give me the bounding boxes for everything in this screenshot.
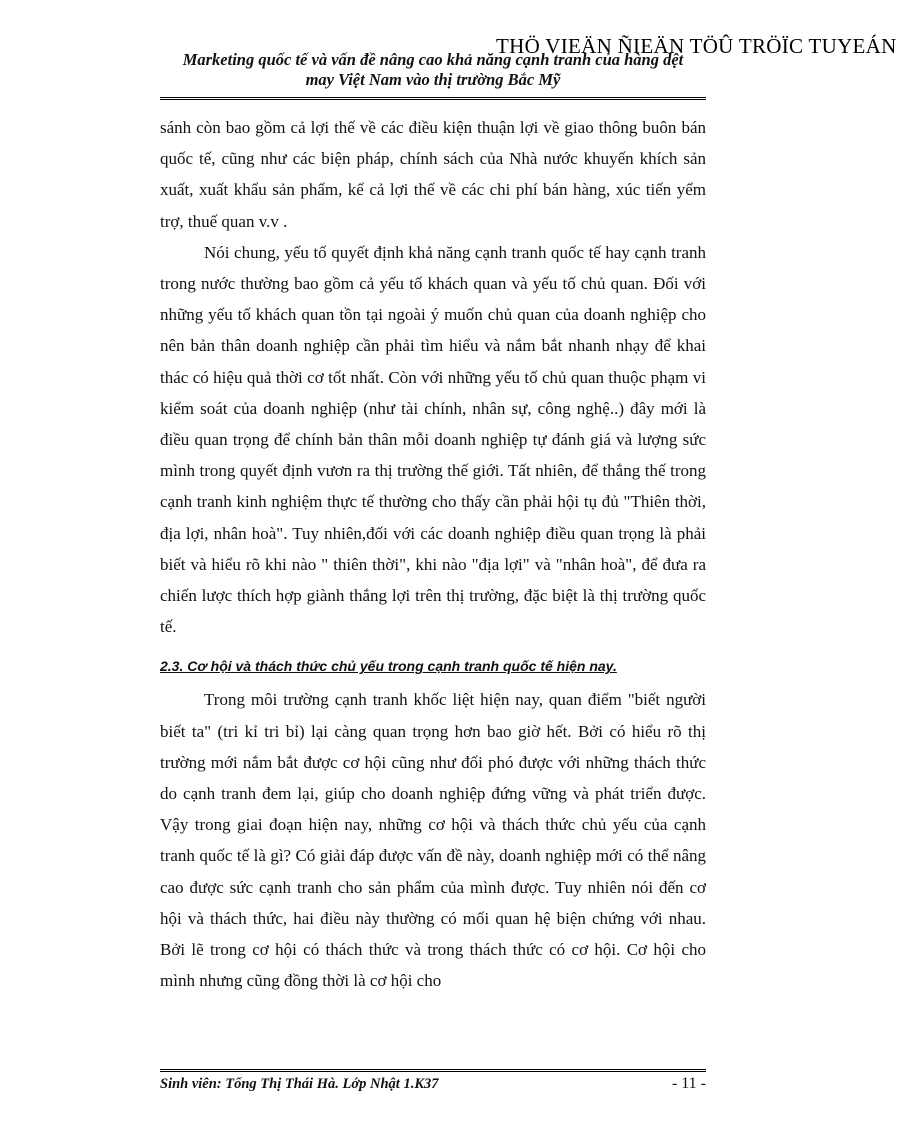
section-heading: 2.3. Cơ hội và thách thức chủ yếu trong cạnh tranh quốc tế hiện nay. [160, 658, 617, 675]
header-divider [160, 97, 706, 100]
footer-author: Sinh viên: Tống Thị Thái Hà. Lớp Nhật 1.K37 [160, 1076, 439, 1092]
page-header [160, 50, 706, 90]
paragraph-3: Trong môi trường cạnh tranh khốc liệt hiện nay, quan điểm "biết người biết ta" (tri kỉ tri bỉ) lại càng quan trọng hơn bao giờ hết. Bởi có hiểu rõ thị trường mới nắm bắt được cơ hội cũng như đối phó được với những thách thức do cạnh tranh đem lại, giúp cho doanh nghiệp đứng vững và phát triển được. Vậy trong giai đoạn hiện nay, những cơ hội và thách thức chủ yếu của cạnh tranh quốc tế là gì? Có giải đáp được vấn đề này, doanh nghiệp mới có thể nâng cao được sức cạnh tranh cho sản phẩm của mình được. Tuy nhiên nói đến cơ hội và thách thức, hai điều này thường có mối quan hệ biện chứng với nhau. Bởi lẽ trong cơ hội có thách thức và trong thách thức có cơ hội. Cơ hội cho mình nhưng cũng đồng thời là cơ hội cho [160, 690, 706, 991]
document-body [160, 112, 706, 996]
footer-divider [160, 1069, 706, 1072]
page-footer [160, 1075, 706, 1093]
watermark: THÖ VIEÄN ÑIEÄN TÖÛ TRÖÏC TUYEÁN [496, 34, 897, 58]
page-number: - 11 - [671, 1075, 706, 1092]
header-title-line2: may Việt Nam vào thị trường Bắc Mỹ [305, 70, 561, 89]
paragraph-1: sánh còn bao gồm cả lợi thế về các điều kiện thuận lợi về giao thông buôn bán quốc tế, cũng như các biện pháp, chính sách của Nhà nước khuyến khích sản xuất, xuất khẩu sản phẩm, kể cả lợi thế về các chi phí bán hàng, xúc tiến yểm trợ, thuế quan v.v . [160, 118, 706, 231]
paragraph-2: Nói chung, yếu tố quyết định khả năng cạnh tranh quốc tế hay cạnh tranh trong nước thường bao gồm cả yếu tố khách quan và yếu tố chủ quan. Đối với những yếu tố khách quan tồn tại ngoài ý muốn chủ quan của doanh nghiệp cho nên bản thân doanh nghiệp cần phải tìm hiểu và nắm bắt nhanh nhạy để khai thác có hiệu quả thời cơ tốt nhất. Còn với những yếu tố chủ quan thuộc phạm vi kiểm soát của doanh nghiệp (như tài chính, nhân sự, công nghệ..) đây mới là điều quan trọng để chính bản thân mỗi doanh nghiệp tự đánh giá và lượng sức mình trong quyết định vươn ra thị trường thế giới. Tất nhiên, để thắng thế trong cạnh tranh kinh nghiệm thực tế thường cho thấy cần phải hội tụ đủ "Thiên thời, địa lợi, nhân hoà". Tuy nhiên,đối với các doanh nghiệp điều quan trọng là phải biết và hiểu rõ khi nào " thiên thời", khi nào "địa lợi" và "nhân hoà", để đưa ra chiến lược thích hợp giành thắng lợi trên thị trường, đặc biệt là thị trường quốc tế. [160, 242, 706, 637]
header-title-line1: Marketing quốc tế và vấn đề nâng cao khả năng cạnh tranh của hàng dệt [182, 50, 684, 69]
